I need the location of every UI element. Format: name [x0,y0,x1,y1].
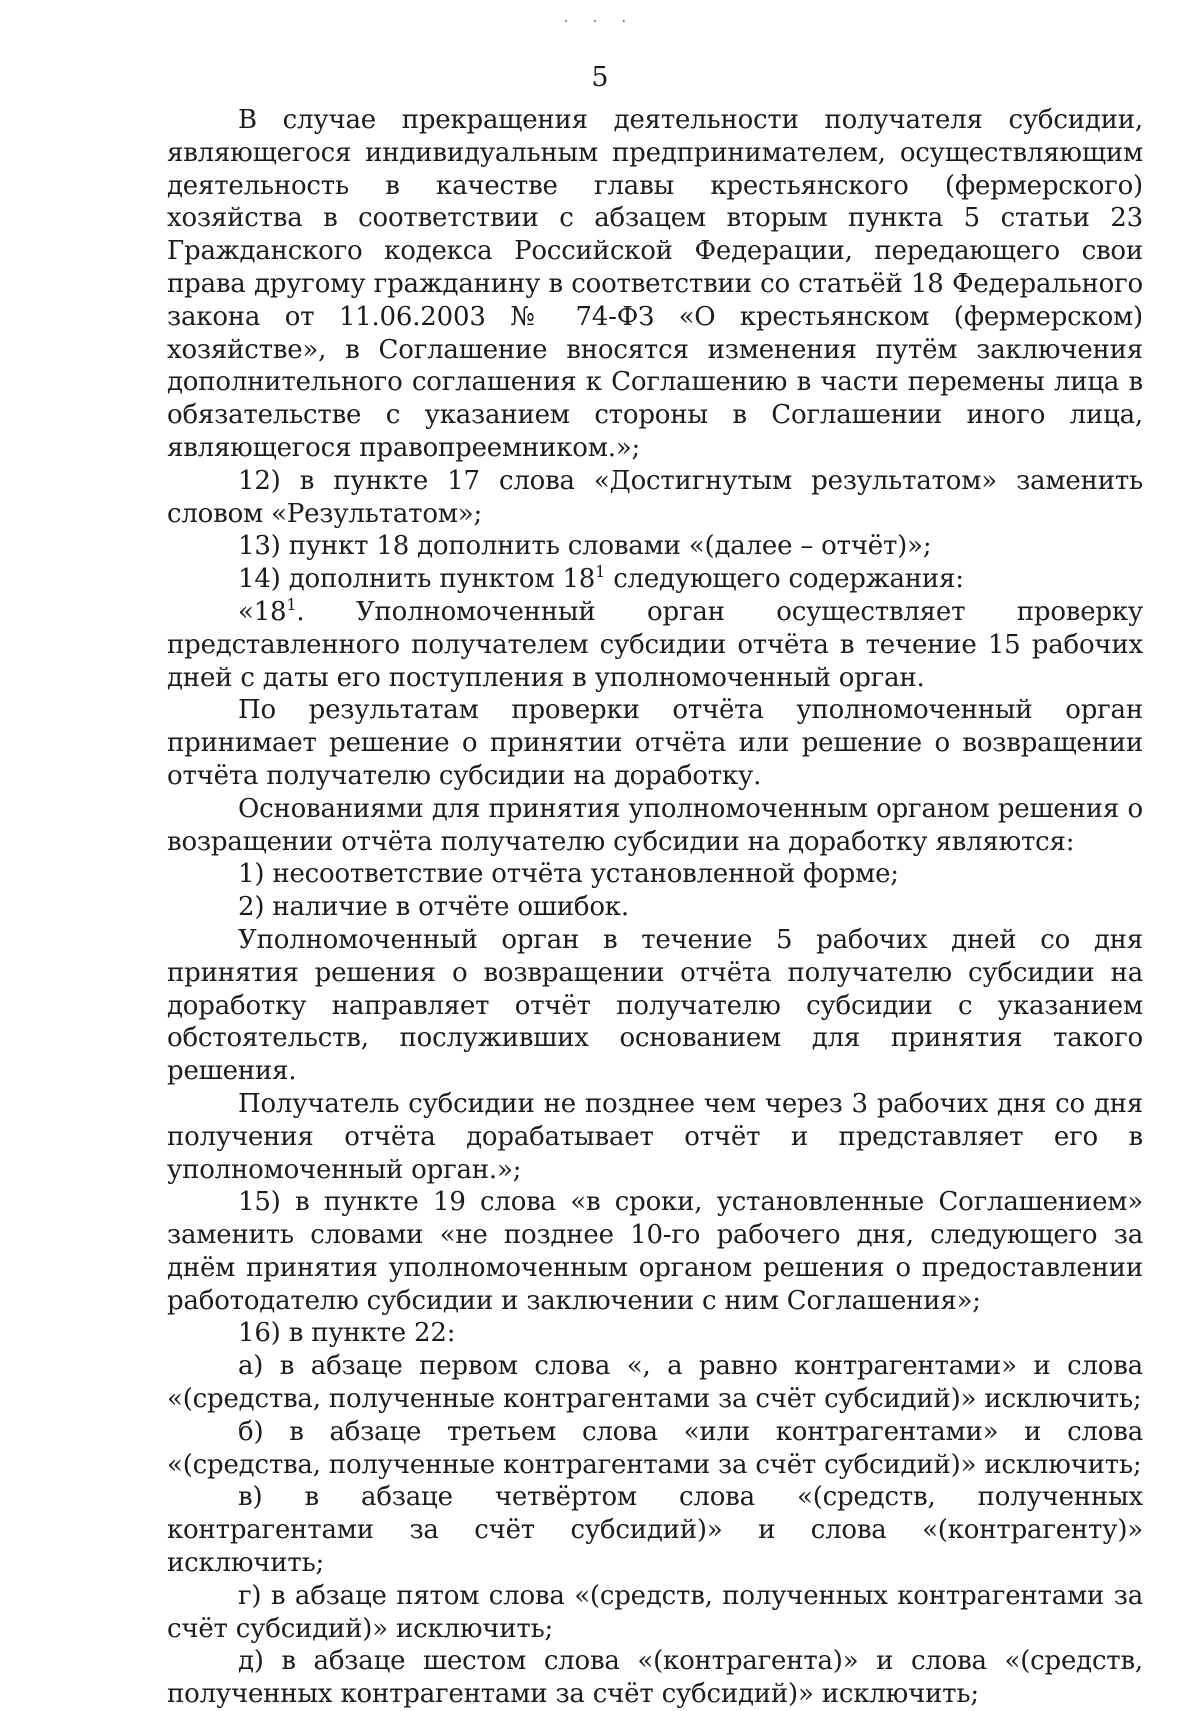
paragraph-closing-clause: В случае прекращения деятельности получателя субсидии, являющегося индивидуальным предпринимателем, осуществляющим деятельность в качестве главы крестьянского (фермерского) хозяйства в соответствии с абзацем вторым пункта 5 статьи 23 Гражданского кодекса Российской Федерации, передающего свои права другому гражданину в соответствии со статьёй 18 Федерального закона от 11.06.2003 № 74-ФЗ «О крестьянском (фермерском) хозяйстве», в Соглашение вносятся изменения путём заключения дополнительного соглашения к Соглашению в части перемены лица в обязательстве с указанием стороны в Соглашении иного лица, являющегося правопреемником.»; [167,105,1143,463]
point-18-1-text: . Уполномоченный орган осуществляет проверку представленного получателем субсидии отчёта в течение 15 рабочих дней с даты его поступления в уполномоченный орган. [167,596,1143,693]
paragraph-grounds: Основаниями для принятия уполномоченным органом решения о возращении отчёта получателю субсидии на доработку являются: [167,793,1143,857]
paragraph-ground-2: 2) наличие в отчёте ошибок. [238,892,629,923]
paragraph-subitem-a: а) в абзаце первом слова «, а равно контрагентами» и слова «(средства, полученные контрагентами за счёт субсидий)» исключить; [167,1351,1143,1415]
scan-specks: · · · [563,14,637,30]
paragraph-item-16: 16) в пункте 22: [238,1318,456,1349]
paragraph-item-12: 12) в пункте 17 слова «Достигнутым результатом» заменить словом «Результатом»; [167,465,1143,529]
paragraph-item-14 [167,563,1143,596]
paragraph-point-18-1 [167,596,1143,694]
item-14-text: 14) дополнить пунктом 18 [238,564,596,595]
paragraph-recipient-revision: Получатель субсидии не позднее чем через 3 рабочих дня со дня получения отчёта дорабатывает отчёт и представляет его в уполномоченный орган.»; [167,1088,1143,1185]
paragraph-return-report: Уполномоченный орган в течение 5 рабочих дней со дня принятия решения о возвращении отчёта получателю субсидии на доработку направляет отчёт получателю субсидии с указанием обстоятельств, послуживших основанием для принятия такого решения. [167,924,1143,1087]
document-body [167,104,1143,1711]
point-18-1-prefix: «18 [238,596,287,627]
item-14-superscript: 1 [595,562,606,582]
paragraph-check-results: По результатам проверки отчёта уполномоченный орган принимает решение о принятии отчёта или решение о возвращении отчёта получателю субсидии на доработку. [167,695,1143,791]
paragraph-subitem-b: б) в абзаце третьем слова «или контрагентами» и слова «(средства, полученные контрагентами за счёт субсидий)» исключить; [167,1416,1143,1480]
paragraph-item-15: 15) в пункте 19 слова «в сроки, установленные Соглашением» заменить словами «не позднее 10-го рабочего дня, следующего за днём принятия уполномоченным органом решения о предоставлении работодателю субсидии и заключении с ним Соглашения»; [167,1187,1143,1316]
paragraph-subitem-g: г) в абзаце пятом слова «(средств, полученных контрагентами за счёт субсидий)» исключить; [167,1580,1143,1644]
point-18-1-superscript: 1 [286,594,297,614]
paragraph-subitem-d: д) в абзаце шестом слова «(контрагента)» и слова «(средств, полученных контрагентами за счёт субсидий)» исключить; [167,1646,1143,1710]
item-14-text-end: следующего содержания: [605,564,964,595]
paragraph-item-13: 13) пункт 18 дополнить словами «(далее – отчёт)»; [238,531,932,562]
paragraph-ground-1: 1) несоответствие отчёта установленной форме; [238,859,899,890]
paragraph-subitem-v: в) в абзаце четвёртом слова «(средств, полученных контрагентами за счёт субсидий)» и слова «(контрагенту)» исключить; [167,1482,1143,1579]
page-number: 5 [591,62,609,93]
